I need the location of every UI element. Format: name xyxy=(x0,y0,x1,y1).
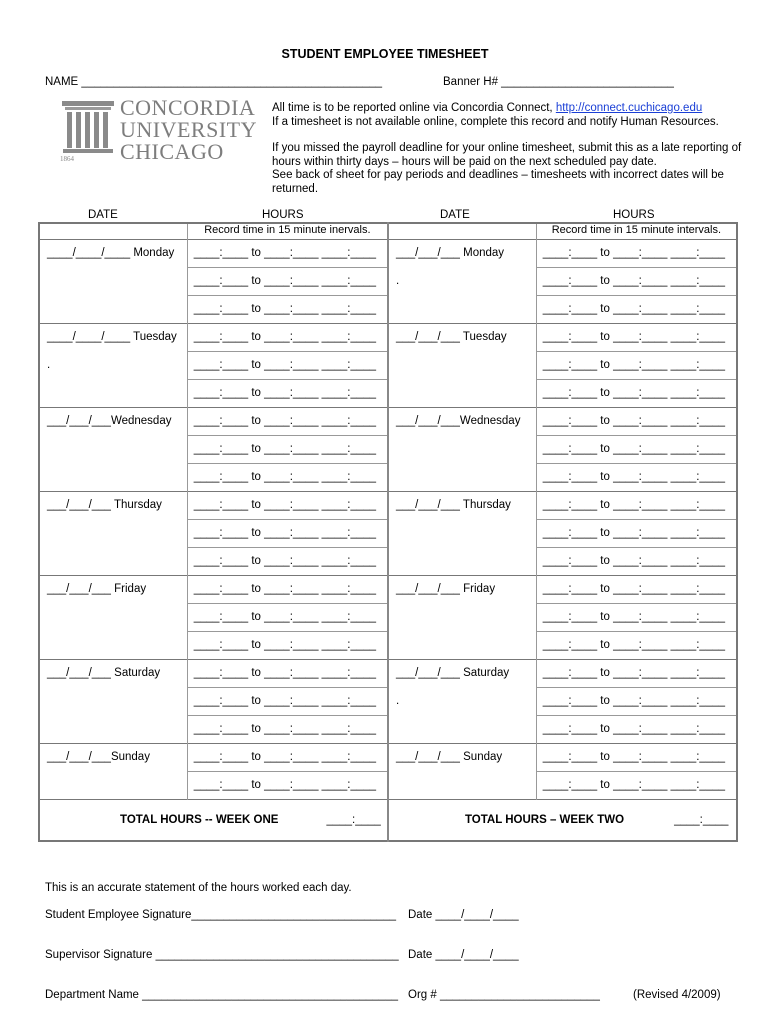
date-field-week2[interactable]: ___/___/___ Saturday xyxy=(388,660,536,688)
info-paragraph-2: If you missed the payroll deadline for your online timesheet, submit this as a late reporting of hours within thirty days – hours will be paid on the next scheduled pay date. See back of sheet for pay periods and deadlines – timesheets with incorrect dates will be returned. xyxy=(272,142,742,195)
page-title: STUDENT EMPLOYEE TIMESHEET xyxy=(281,47,489,61)
info-paragraph-1: All time is to be reported online via Concordia Connect, http://connect.cuchicago.edu If a timesheet is not available online, complete this record and notify Human Resources. xyxy=(272,102,719,128)
student-signature-field[interactable]: Student Employee Signature________________________________ xyxy=(45,909,397,921)
hours-entry-week1[interactable]: ____:____ to ____:____ ____:____ xyxy=(187,520,388,548)
hours-entry-week1[interactable]: ____:____ to ____:____ ____:____ xyxy=(187,296,388,324)
day-row xyxy=(39,464,737,492)
date-field-week2[interactable]: ___/___/___ Monday xyxy=(388,240,536,268)
hours-entry-week1[interactable]: ____:____ to ____:____ ____:____ xyxy=(187,604,388,632)
hours-entry-week2[interactable]: ____:____ to ____:____ ____:____ xyxy=(536,240,737,268)
date-field-week1[interactable]: ____/____/____ Monday xyxy=(39,240,187,268)
day-row xyxy=(39,520,737,548)
hours-entry-week2[interactable]: ____:____ to ____:____ ____:____ xyxy=(542,639,726,651)
hours-entry-week2[interactable]: ____:____ to ____:____ ____:____ xyxy=(536,436,737,464)
totals-row xyxy=(39,800,737,842)
hours-entry-week1[interactable]: ____:____ to ____:____ ____:____ xyxy=(187,240,388,268)
hours-entry-week1[interactable]: ____:____ to ____:____ ____:____ xyxy=(187,716,388,744)
date-header-week1: DATE xyxy=(88,209,118,221)
day-row xyxy=(39,380,737,408)
stray-mark: . xyxy=(388,268,536,296)
day-row xyxy=(39,744,737,772)
hours-entry-week2[interactable]: ____:____ to ____:____ ____:____ xyxy=(536,744,737,772)
hours-entry-week2[interactable]: ____:____ to ____:____ ____:____ xyxy=(536,408,737,436)
day-row xyxy=(39,352,737,380)
date-field-week1[interactable]: ___/___/___Sunday xyxy=(39,744,187,772)
timesheet-table xyxy=(38,222,738,842)
columns-icon xyxy=(60,97,118,163)
hours-entry-week1[interactable]: ____:____ to ____:____ ____:____ xyxy=(187,324,388,352)
total-hours-week1-label: TOTAL HOURS -- WEEK ONE xyxy=(120,814,279,826)
total-hours-week2-field[interactable]: ____:____ xyxy=(674,814,729,826)
date-field-week2[interactable]: ___/___/___Wednesday xyxy=(388,408,536,436)
hours-entry-week2[interactable]: ____:____ to ____:____ ____:____ xyxy=(536,268,737,296)
hours-entry-week1[interactable]: ____:____ to ____:____ ____:____ xyxy=(187,380,388,408)
day-row xyxy=(39,688,737,716)
hours-entry-week1[interactable]: ____:____ to ____:____ ____:____ xyxy=(187,744,388,772)
logo-line-1: CONCORDIA xyxy=(120,95,256,120)
hours-entry-week1[interactable]: ____:____ to ____:____ ____:____ xyxy=(187,688,388,716)
hours-entry-week2[interactable]: ____:____ to ____:____ ____:____ xyxy=(542,387,726,399)
hours-entry-week2[interactable]: ____:____ to ____:____ ____:____ xyxy=(536,492,737,520)
department-name-field[interactable]: Department Name ________________________________________ xyxy=(45,989,398,1001)
hours-entry-week2[interactable]: ____:____ to ____:____ ____:____ xyxy=(536,660,737,688)
hours-entry-week1[interactable]: ____:____ to ____:____ ____:____ xyxy=(187,436,388,464)
day-row xyxy=(39,772,737,800)
logo-line-2: UNIVERSITY xyxy=(120,117,257,142)
date-field-week2[interactable]: ___/___/___ Friday xyxy=(388,576,536,604)
hours-entry-week1[interactable]: ____:____ to ____:____ ____:____ xyxy=(187,576,388,604)
hours-entry-week2[interactable]: ____:____ to ____:____ ____:____ xyxy=(536,324,737,352)
record-note-week2: Record time in 15 minute intervals. xyxy=(536,223,737,240)
date-field-week1[interactable]: ___/___/___ Thursday xyxy=(39,492,187,520)
date-field-week1[interactable]: ___/___/___ Saturday xyxy=(39,660,187,688)
hours-entry-week1[interactable]: ____:____ to ____:____ ____:____ xyxy=(187,548,388,576)
date-header-week2: DATE xyxy=(440,209,470,221)
day-row xyxy=(39,548,737,576)
date-field-week2[interactable]: ___/___/___ Sunday xyxy=(388,744,536,772)
hours-header-week1: HOURS xyxy=(262,209,304,221)
hours-entry-week2[interactable]: ____:____ to ____:____ ____:____ xyxy=(542,471,726,483)
stray-mark: . xyxy=(39,352,187,380)
hours-entry-week2[interactable]: ____:____ to ____:____ ____:____ xyxy=(536,576,737,604)
day-row xyxy=(39,660,737,688)
total-hours-week1-field[interactable]: ____:____ xyxy=(326,814,381,826)
hours-entry-week2[interactable]: ____:____ to ____:____ ____:____ xyxy=(536,688,737,716)
day-row xyxy=(39,604,737,632)
date-field-week1[interactable]: ____/____/____ Tuesday xyxy=(39,324,187,352)
student-date-field[interactable]: Date ____/____/____ xyxy=(408,909,519,921)
hours-entry-week1[interactable]: ____:____ to ____:____ ____:____ xyxy=(187,408,388,436)
day-row xyxy=(39,632,737,660)
hours-entry-week1[interactable]: ____:____ to ____:____ ____:____ xyxy=(187,632,388,660)
date-field-week2[interactable]: ___/___/___ Tuesday xyxy=(388,324,536,352)
hours-entry-week1[interactable]: ____:____ to ____:____ ____:____ xyxy=(187,492,388,520)
day-row xyxy=(39,324,737,352)
day-row xyxy=(39,492,737,520)
hours-entry-week1[interactable]: ____:____ to ____:____ ____:____ xyxy=(187,268,388,296)
hours-entry-week2[interactable]: ____:____ to ____:____ ____:____ xyxy=(542,723,726,735)
stray-mark: . xyxy=(388,688,536,716)
day-row xyxy=(39,240,737,268)
hours-entry-week2[interactable]: ____:____ to ____:____ ____:____ xyxy=(536,352,737,380)
day-row xyxy=(39,296,737,324)
banner-id-field[interactable]: Banner H# ___________________________ xyxy=(443,76,674,88)
org-number-field[interactable]: Org # _________________________ xyxy=(408,989,600,1001)
hours-entry-week2[interactable]: ____:____ to ____:____ ____:____ xyxy=(542,779,726,791)
total-hours-week2-label: TOTAL HOURS – WEEK TWO xyxy=(464,814,625,826)
logo-year: 1864 xyxy=(60,155,74,163)
hours-entry-week2[interactable]: ____:____ to ____:____ ____:____ xyxy=(542,303,726,315)
date-field-week1[interactable]: ___/___/___Wednesday xyxy=(39,408,187,436)
hours-entry-week1[interactable]: ____:____ to ____:____ ____:____ xyxy=(187,772,388,800)
supervisor-signature-field[interactable]: Supervisor Signature ______________________________________ xyxy=(45,949,399,961)
hours-entry-week1[interactable]: ____:____ to ____:____ ____:____ xyxy=(187,352,388,380)
day-row xyxy=(39,268,737,296)
accuracy-statement: This is an accurate statement of the hours worked each day. xyxy=(45,882,352,894)
day-row xyxy=(39,436,737,464)
revision-note: (Revised 4/2009) xyxy=(633,989,721,1001)
date-field-week2[interactable]: ___/___/___ Thursday xyxy=(388,492,536,520)
record-note-week1: Record time in 15 minute inervals. xyxy=(187,223,388,240)
hours-header-week2: HOURS xyxy=(613,209,655,221)
hours-entry-week2[interactable]: ____:____ to ____:____ ____:____ xyxy=(536,520,737,548)
hours-entry-week1[interactable]: ____:____ to ____:____ ____:____ xyxy=(187,464,388,492)
logo-line-3: CHICAGO xyxy=(120,139,224,164)
day-row xyxy=(39,716,737,744)
hours-entry-week1[interactable]: ____:____ to ____:____ ____:____ xyxy=(187,660,388,688)
day-row xyxy=(39,408,737,436)
supervisor-date-field[interactable]: Date ____/____/____ xyxy=(408,949,519,961)
day-row xyxy=(39,576,737,604)
university-logo xyxy=(60,95,257,167)
hours-entry-week2[interactable]: ____:____ to ____:____ ____:____ xyxy=(536,604,737,632)
concordia-connect-link[interactable]: http://connect.cuchicago.edu xyxy=(555,102,703,114)
date-field-week1[interactable]: ___/___/___ Friday xyxy=(39,576,187,604)
hours-entry-week2[interactable]: ____:____ to ____:____ ____:____ xyxy=(542,555,726,567)
name-field[interactable]: NAME _______________________________________________ xyxy=(45,76,383,88)
